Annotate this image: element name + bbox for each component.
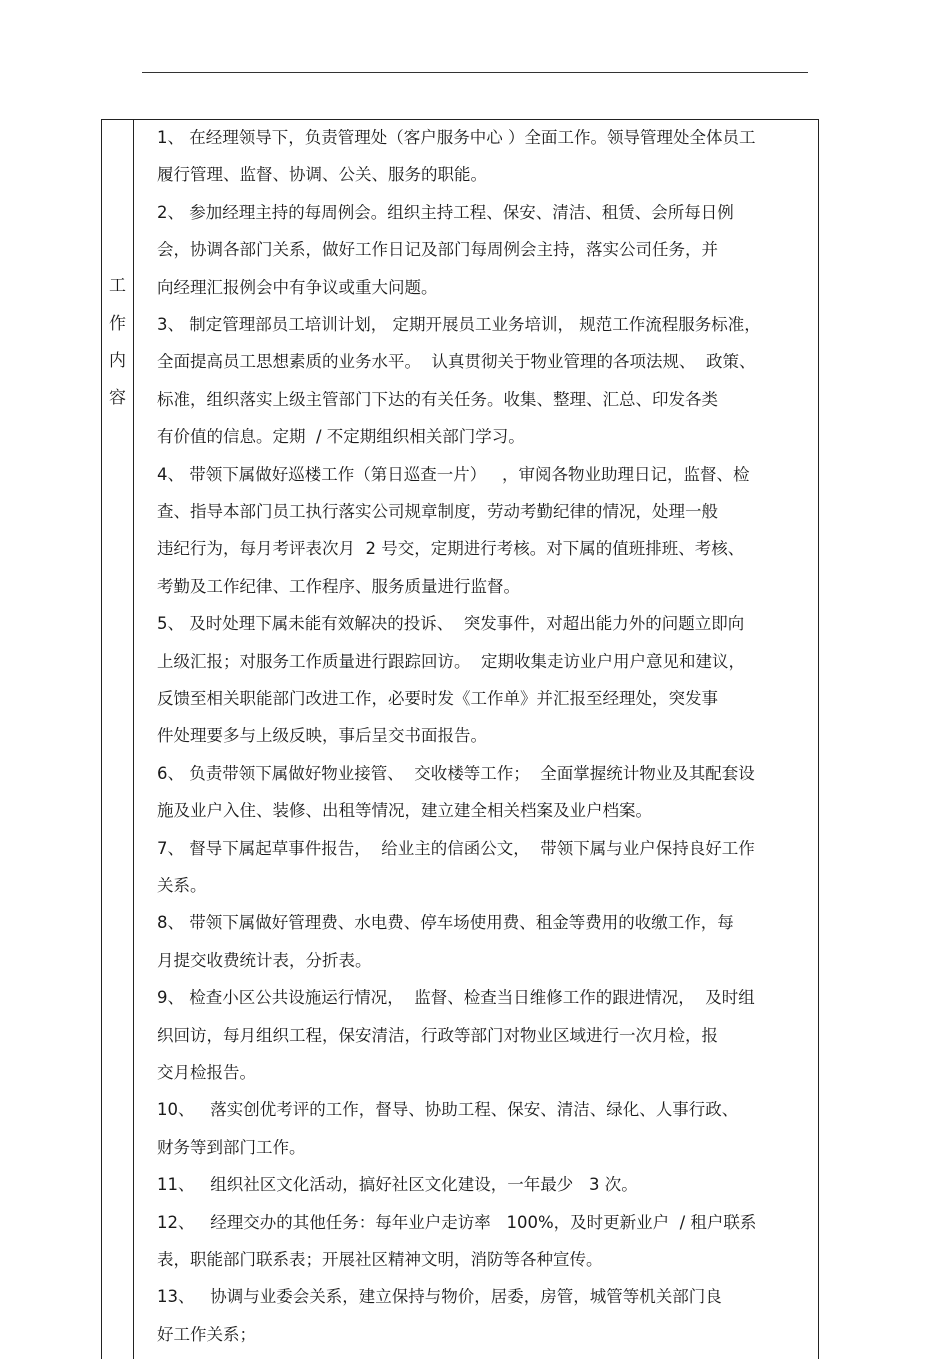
row-label-cell xyxy=(102,120,134,1359)
header-rule xyxy=(142,72,808,73)
duty-line: 2、 参加经理主持的每周例会。组织主持工程、保安、清洁、租赁、会所每日例 xyxy=(157,202,734,222)
duty-line: 交月检报告。 xyxy=(157,1063,256,1082)
duty-line: 上级汇报；对服务工作质量进行跟踪回访。 定期收集走访业户用户意见和建议， xyxy=(157,651,745,671)
row-label-char: 容 xyxy=(109,388,126,408)
duty-table xyxy=(101,119,819,1359)
duty-line: 有价值的信息。定期 / 不定期组织相关部门学习。 xyxy=(157,427,525,447)
duty-line: 13、 协调与业委会关系，建立保持与物价，居委，房管，城管等机关部门良 xyxy=(157,1287,722,1307)
duty-line: 9、 检查小区公共设施运行情况， 监督、检查当日维修工作的跟进情况， 及时组 xyxy=(157,988,755,1008)
duty-line: 会，协调各部门关系，做好工作日记及部门每周例会主持，落实公司任务，并 xyxy=(157,240,718,260)
duty-line: 反馈至相关职能部门改进工作，必要时发《工作单》并汇报至经理处，突发事 xyxy=(157,689,718,708)
row-label-char: 作 xyxy=(109,314,126,334)
duty-line: 12、 经理交办的其他任务：每年业户走访率 100%，及时更新业户 / 租户联系 xyxy=(157,1212,757,1232)
duty-line: 关系。 xyxy=(157,876,207,895)
duty-line: 6、 负责带领下属做好物业接管、 交收楼等工作； 全面掌握统计物业及其配套设 xyxy=(157,763,755,783)
duty-line: 全面提高员工思想素质的业务水平。 认真贯彻关于物业管理的各项法规、 政策、 xyxy=(157,352,756,372)
duty-line: 施及业户入住、装修、出租等情况，建立建全相关档案及业户档案。 xyxy=(157,801,652,821)
duty-line: 标准，组织落实上级主管部门下达的有关任务。收集、整理、汇总、印发各类 xyxy=(157,389,718,409)
duty-line: 织回访，每月组织工程，保安清洁，行政等部门对物业区域进行一次月检，报 xyxy=(157,1025,718,1045)
duty-line: 月提交收费统计表，分折表。 xyxy=(157,950,372,970)
duty-line: 好工作关系； xyxy=(157,1324,256,1344)
duty-line: 7、 督导下属起草事件报告， 给业主的信函公文， 带领下属与业户保持良好工作 xyxy=(157,838,755,858)
duty-line: 1、 在经理领导下，负责管理处（客户服务中心 ）全面工作。领导管理处全体员工 xyxy=(157,128,756,147)
duty-line: 10、 落实创优考评的工作，督导、协助工程、保安、清洁、绿化、人事行政、 xyxy=(157,1100,739,1120)
row-label-char: 内 xyxy=(109,351,126,371)
duty-line: 财务等到部门工作。 xyxy=(157,1137,306,1157)
duty-line: 向经理汇报例会中有争议或重大问题。 xyxy=(157,277,438,297)
duty-line: 表，职能部门联系表；开展社区精神文明，消防等各种宣传。 xyxy=(157,1250,603,1269)
duty-line: 查、指导本部门员工执行落实公司规章制度，劳动考勤纪律的情况，处理一般 xyxy=(157,502,718,521)
duty-line: 8、 带领下属做好管理费、水电费、停车场使用费、租金等费用的收缴工作，每 xyxy=(157,913,734,933)
duty-line: 11、 组织社区文化活动，搞好社区文化建设，一年最少 3 次。 xyxy=(157,1175,638,1195)
duty-line: 违纪行为，每月考评表次月 2 号交，定期进行考核。对下属的值班排班、考核、 xyxy=(157,539,745,559)
duty-line: 5、 及时处理下属未能有效解决的投诉、 突发事件，对超出能力外的问题立即向 xyxy=(157,614,745,634)
duty-line: 履行管理、监督、协调、公关、服务的职能。 xyxy=(157,165,487,185)
row-label-char: 工 xyxy=(109,276,126,296)
duty-line: 考勤及工作纪律、工作程序、服务质量进行监督。 xyxy=(157,576,520,596)
duty-line: 3、 制定管理部员工培训计划， 定期开展员工业务培训， 规范工作流程服务标准， xyxy=(157,315,761,334)
duty-line: 件处理要多与上级反映，事后呈交书面报告。 xyxy=(157,726,487,746)
duty-line: 4、 带领下属做好巡楼工作（第日巡查一片） ，审阅各物业助理日记，监督、检 xyxy=(157,464,750,484)
